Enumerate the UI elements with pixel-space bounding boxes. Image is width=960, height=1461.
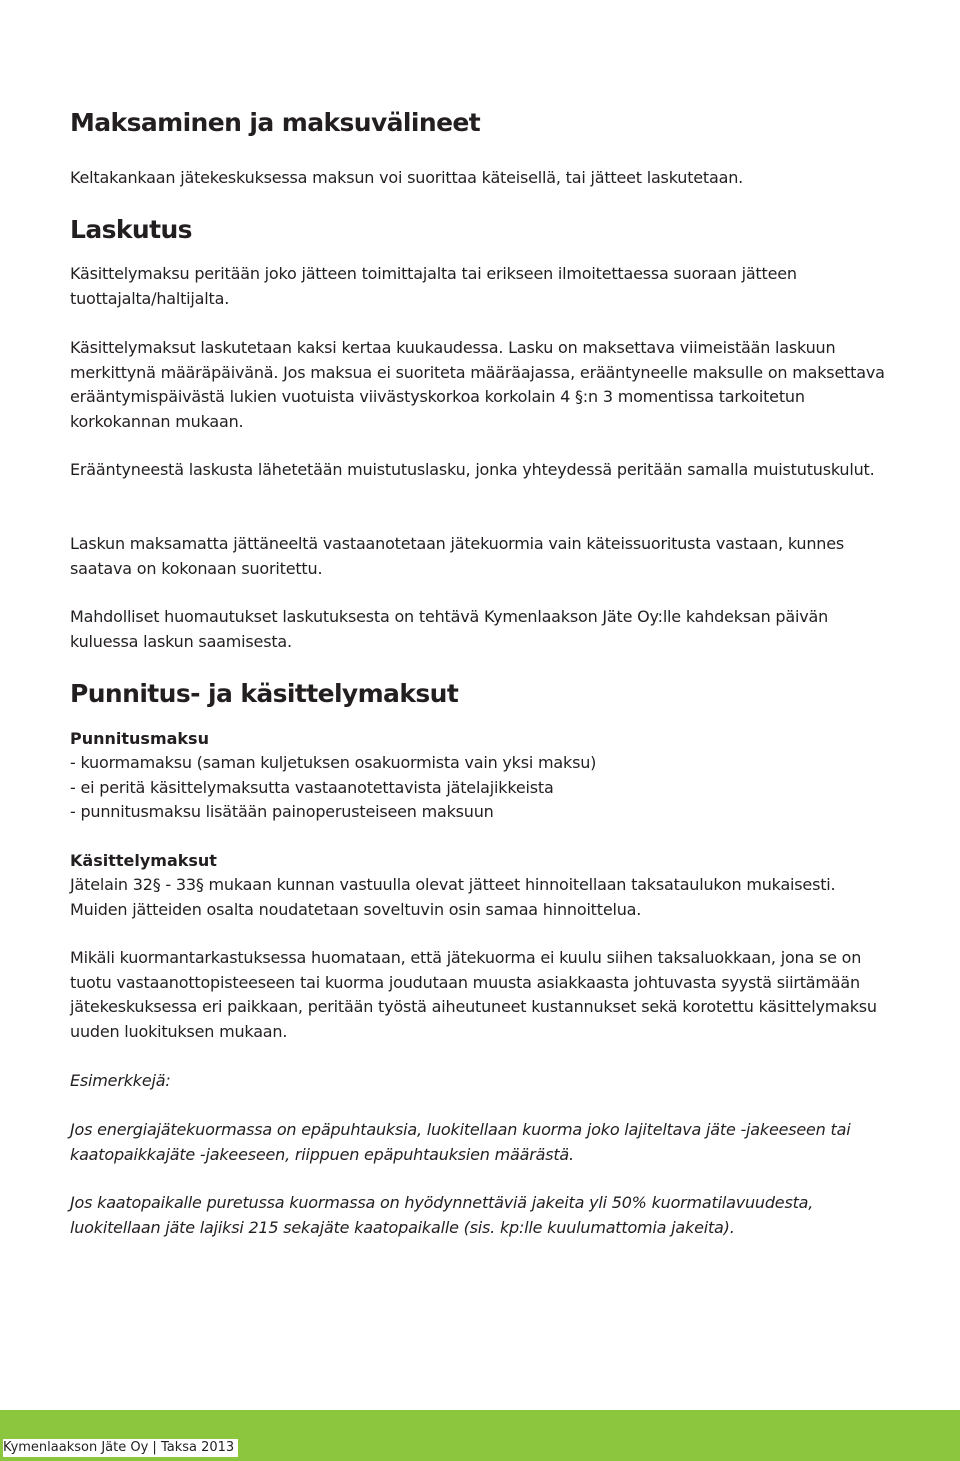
handling-paragraph-2: Mikäli kuormantarkastuksessa huomataan, että jätekuorma ei kuulu siihen taksaluokkaan, jona se on tuotu vastaanottopisteeseen tai kuorma joudutaan muusta asiakkaasta johtuvasta syystä siirtämään jätekeskuksessa eri paikkaan, peritään työstä aiheutuneet kustannukset sekä korotettu käsittelymaksu uuden luokituksen mukaan. [70, 948, 877, 1041]
heading-billing: Laskutus [70, 215, 192, 244]
payment-intro: Keltakankaan jätekeskuksessa maksun voi suorittaa käteisellä, tai jätteet laskutetaan. [70, 168, 744, 187]
heading-fees: Punnitus- ja käsittelymaksut [70, 679, 459, 708]
footer-text: Kymenlaakson Jäte Oy | Taksa 2013 [3, 1439, 238, 1457]
handling-paragraph-1: Jätelain 32§ - 33§ mukaan kunnan vastuulla olevat jätteet hinnoitellaan taksataulukon mukaisesti. Muiden jätteiden osalta noudatetaan soveltuvin osin samaa hinnoittelua. [70, 875, 836, 919]
billing-paragraph-5: Mahdolliset huomautukset laskutuksesta on tehtävä Kymenlaakson Jäte Oy:lle kahdeksan päivän kuluessa laskun saamisesta. [70, 607, 829, 651]
weighing-item-3: - punnitusmaksu lisätään painoperusteiseen maksuun [70, 802, 494, 821]
subheading-weighing: Punnitusmaksu [70, 729, 209, 748]
weighing-item-1: - kuormamaksu (saman kuljetuksen osakuormista vain yksi maksu) [70, 753, 597, 772]
billing-paragraph-3: Erääntyneestä laskusta lähetetään muistutuslasku, jonka yhteydessä peritään samalla muistutuskulut. [70, 460, 875, 479]
subheading-handling: Käsittelymaksut [70, 851, 217, 870]
billing-paragraph-2: Käsittelymaksut laskutetaan kaksi kertaa kuukaudessa. Lasku on maksettava viimeistään laskuun merkittynä määräpäivänä. Jos maksua ei suoriteta määräajassa, erääntyneelle maksulle on maksettava erääntymispäivästä lukien vuotuista viivästyskorkoa korkolain 4 §:n 3 momentissa tarkoitetun korkokannan mukaan. [70, 338, 885, 431]
billing-paragraph-1: Käsittelymaksu peritään joko jätteen toimittajalta tai erikseen ilmoitettaessa suoraan jätteen tuottajalta/haltijalta. [70, 264, 797, 308]
example-1: Jos energiajätekuormassa on epäpuhtauksia, luokitellaan kuorma joko lajiteltava jäte -jakeeseen tai kaatopaikkajäte -jakeeseen, riippuen epäpuhtauksien määrästä. [70, 1120, 851, 1164]
example-2: Jos kaatopaikalle puretussa kuormassa on hyödynnettäviä jakeita yli 50% kuormatilavuudesta, luokitellaan jäte lajiksi 215 sekajäte kaatopaikalle (sis. kp:lle kuulumattomia jakeita). [70, 1193, 814, 1237]
examples-label: Esimerkkejä: [70, 1071, 171, 1090]
weighing-item-2: - ei peritä käsittelymaksutta vastaanotettavista jätelajikkeista [70, 778, 554, 797]
billing-paragraph-4: Laskun maksamatta jättäneeltä vastaanotetaan jätekuormia vain käteissuoritusta vastaan, kunnes saatava on kokonaan suoritettu. [70, 534, 845, 578]
heading-payment: Maksaminen ja maksuvälineet [70, 108, 481, 137]
